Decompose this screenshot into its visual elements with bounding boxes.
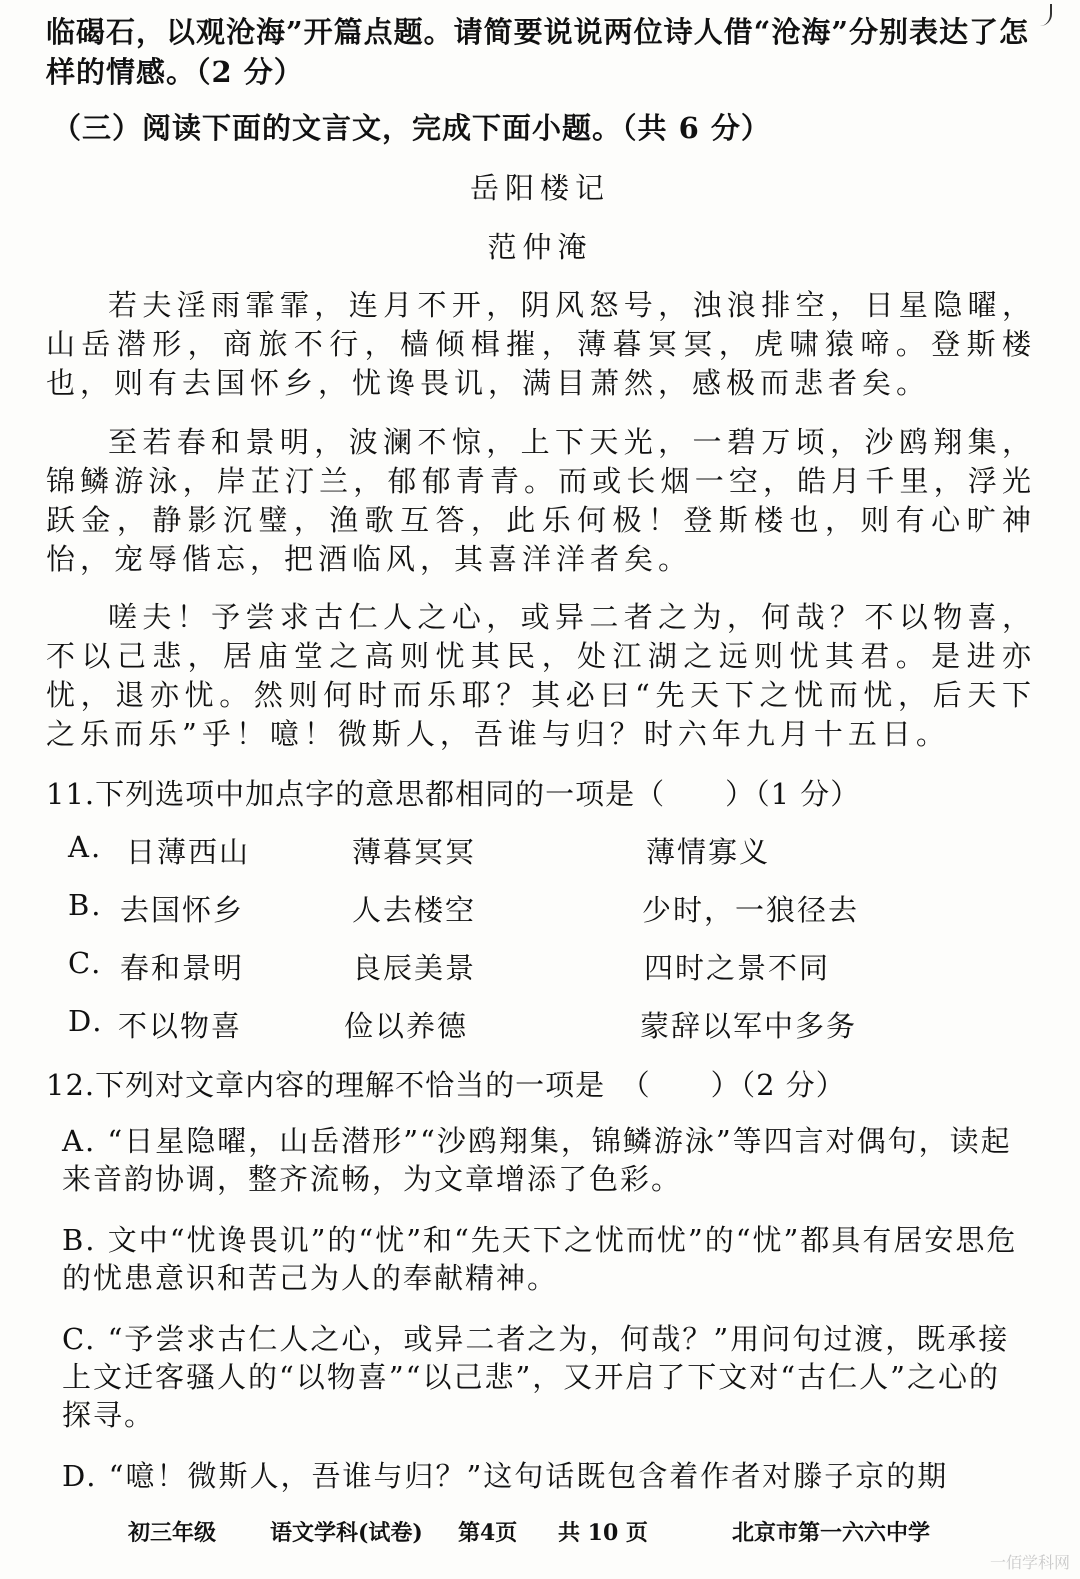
- passage-title: 岳阳楼记: [469, 171, 610, 205]
- q12-option-c: C. “予尝求古仁人之心，或异二者之为，何哉？”用问句过渡，既承接上文迁客骚人的“以物喜”“以己悲”，又开启了下文对“古仁人”之心的探寻。: [62, 1322, 1010, 1432]
- section-heading: （三）阅读下面的文言文，完成下面小题。（共 6 分）: [52, 111, 771, 145]
- q11-option-d: D. 不以物喜 俭以养德 蒙辞以军中多务: [68, 1004, 858, 1043]
- footer-page: 第4页: [458, 1520, 518, 1546]
- q12-option-a: A. “日星隐曜，山岳潜形”“沙鸥翔集，锦鳞游泳”等四言对偶句，读起来音韵协调，整齐流畅，为文章增添了色彩。: [62, 1124, 1012, 1196]
- footer-subject: 语文学科(试卷): [270, 1520, 423, 1546]
- footer-total-pages: 共 10 页: [558, 1520, 648, 1546]
- q11-option-a: A. 日薄西山 薄暮冥冥 薄情寡义: [68, 830, 771, 869]
- question-12-stem: 12.下列对文章内容的理解不恰当的一项是 （ ）（2 分）: [46, 1068, 846, 1102]
- corner-mark: [1040, 4, 1052, 26]
- passage-author: 范仲淹: [487, 230, 593, 264]
- q11-option-b: B. 去国怀乡 人去楼空 少时，一狼径去: [68, 888, 860, 927]
- intro-line-2: 样的情感。（2 分）: [46, 55, 304, 89]
- passage-paragraph-2: 至若春和景明，波澜不惊，上下天光，一碧万顷，沙鸥翔集，锦鳞游泳，岸芷汀兰，郁郁青青。而或长烟一空，皓月千里，浮光跃金，静影沉璧，渔歌互答，此乐何极！登斯楼也，则有心旷神怡，宠辱偕忘，把酒临风，其喜洋洋者矣。: [46, 425, 1036, 576]
- question-11-stem: 11.下列选项中加点字的意思都相同的一项是（ ）（1 分）: [46, 777, 861, 811]
- watermark: 一佰学科网: [989, 1553, 1070, 1572]
- footer-grade: 初三年级: [128, 1520, 217, 1546]
- footer-school: 北京市第一六六中学: [732, 1520, 931, 1546]
- q12-option-d: D. “噫！微斯人，吾谁与归？”这句话既包含着作者对滕子京的期: [62, 1459, 949, 1493]
- intro-line-1: 临碣石，以观沧海”开篇点题。请简要说说两位诗人借“沧海”分别表达了怎: [46, 15, 1030, 49]
- passage-paragraph-3: 嗟夫！予尝求古仁人之心，或异二者之为，何哉？不以物喜，不以己悲，居庙堂之高则忧其民，处江湖之远则忧其君。是进亦忧，退亦忧。然则何时而乐耶？其必曰“先天下之忧而忧，后天下之乐而乐”乎！噫！微斯人，吾谁与归？时六年九月十五日。: [46, 600, 1036, 751]
- q11-option-c: C. 春和景明 良辰美景 四时之景不同: [68, 946, 831, 985]
- passage-paragraph-1: 若夫淫雨霏霏，连月不开，阴风怒号，浊浪排空，日星隐曜，山岳潜形，商旅不行，樯倾楫摧，薄暮冥冥，虎啸猿啼。登斯楼也，则有去国怀乡，忧谗畏讥，满目萧然，感极而悲者矣。: [46, 288, 1036, 400]
- q12-option-b: B. 文中“忧谗畏讥”的“忧”和“先天下之忧而忧”的“忧”都具有居安思危的忧患意识和苦己为人的奉献精神。: [62, 1223, 1018, 1295]
